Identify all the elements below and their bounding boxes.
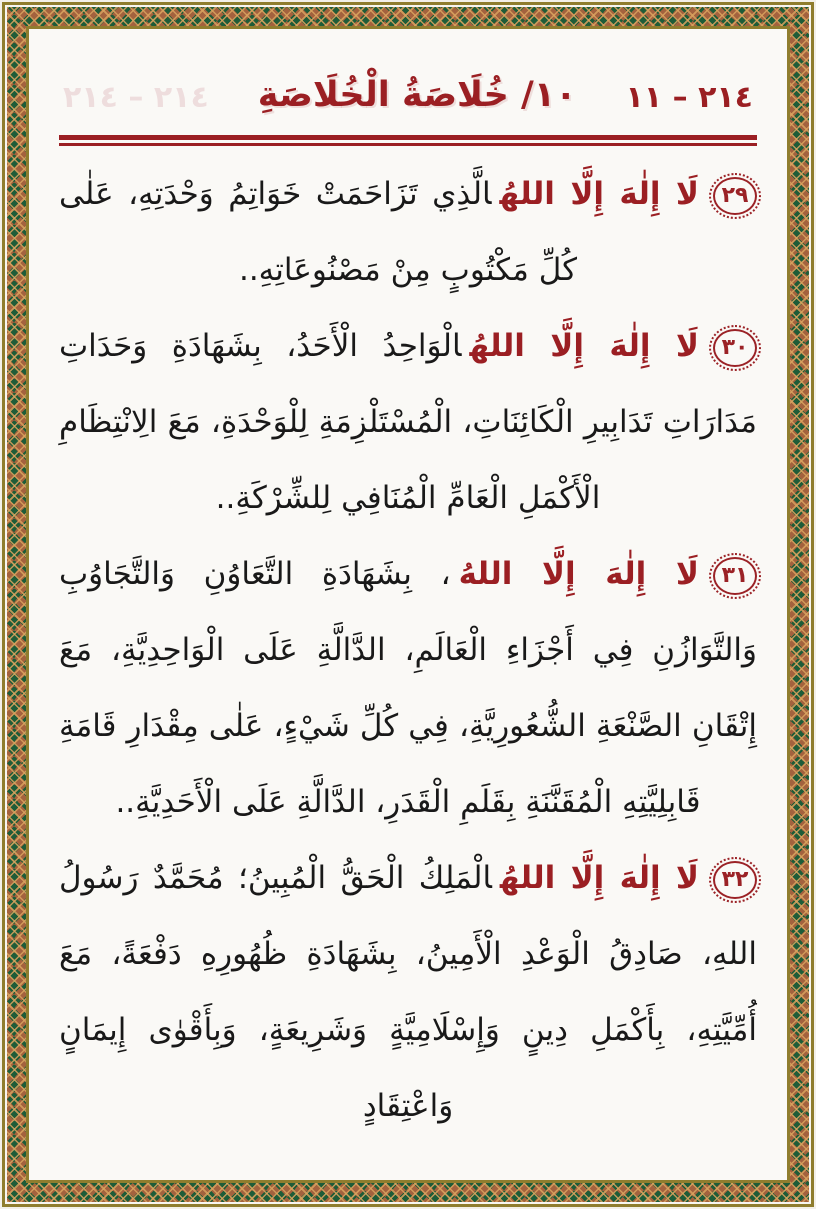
entry-30 bbox=[59, 308, 757, 536]
entry-body: الَّذِي تَزَاحَمَتْ خَوَاتِمُ وَحْدَتِهِ، عَلٰى كُلِّ مَكْتُوبٍ مِنْ مَصْنُوعَاتِهِ.. bbox=[59, 176, 578, 288]
shahada-phrase: لَا إِلٰهَ إِلَّا اللهُ bbox=[499, 176, 699, 212]
entry-body: ، بِشَهَادَةِ التَّعَاوُنِ وَالتَّجَاوُبِ وَالتَّوَازُنِ فِي أَجْزَاءِ الْعَالَمِ، الدَّالَّةِ عَلَى الْوَاحِدِيَّةِ، مَعَ إِتْقَانِ الصَّنْعَةِ الشُّعُورِيَّةِ، فِي كُلِّ شَيْءٍ، عَلٰى مِقْدَارِ قَامَةِ قَابِلِيَّتِهِ الْمُقَنَّنَةِ بِقَلَمِ الْقَدَرِ، الدَّالَّةِ عَلَى الْأَحَدِيَّةِ.. bbox=[59, 556, 757, 820]
entry-number-badge: ٢٩ bbox=[713, 177, 757, 215]
frame-white-gap bbox=[5, 5, 811, 1204]
scripture-text bbox=[59, 156, 757, 1144]
shahada-phrase: لَا إِلٰهَ إِلَّا اللهُ bbox=[458, 556, 699, 592]
page-title: ١٠/ خُلَاصَةُ الْخُلَاصَةِ bbox=[257, 75, 577, 115]
entry-29 bbox=[59, 156, 757, 308]
entry-32 bbox=[59, 840, 757, 1144]
shahada-phrase: لَا إِلٰهَ إِلَّا اللهُ bbox=[469, 328, 700, 364]
frame-ornament-band bbox=[7, 7, 809, 1202]
entry-body: الْوَاحِدُ الْأَحَدُ، بِشَهَادَةِ وَحَدَاتِ مَدَارَاتِ تَدَابِيرِ الْكَائِنَاتِ، الْمُسْتَلْزِمَةِ لِلْوَحْدَةِ، مَعَ الِانْتِظَامِ الْأَكْمَلِ الْعَامِّ الْمُنَافِي لِلشِّرْكَةِ.. bbox=[59, 328, 757, 516]
page-reference: ٢١٤ – ١١ bbox=[625, 80, 753, 115]
entry-body: الْمَلِكُ الْحَقُّ الْمُبِينُ؛ مُحَمَّدٌ رَسُولُ اللهِ، صَادِقُ الْوَعْدِ الْأَمِينُ، بِشَهَادَةِ ظُهُورِهِ دَفْعَةً، مَعَ أُمِّيَّتِهِ، بِأَكْمَلِ دِينٍ وَإِسْلَامِيَّةٍ وَشَرِيعَةٍ، وَبِأَقْوٰى إِيمَانٍ وَاعْتِقَادٍ bbox=[59, 860, 757, 1124]
page-header bbox=[59, 75, 757, 115]
entry-number-badge: ٣٢ bbox=[713, 861, 757, 899]
page-reference-ghost: ٢١٤ – ٢١٤ bbox=[63, 80, 209, 115]
entry-number-badge: ٣١ bbox=[713, 557, 757, 595]
frame-gold-outer-line bbox=[2, 2, 814, 1207]
header-double-rule bbox=[59, 135, 757, 146]
entry-31 bbox=[59, 536, 757, 840]
entry-number-badge: ٣٠ bbox=[713, 329, 757, 367]
frame-gold-inner-line bbox=[26, 26, 790, 1183]
page-content bbox=[29, 29, 787, 1180]
shahada-phrase: لَا إِلٰهَ إِلَّا اللهُ bbox=[499, 860, 699, 896]
